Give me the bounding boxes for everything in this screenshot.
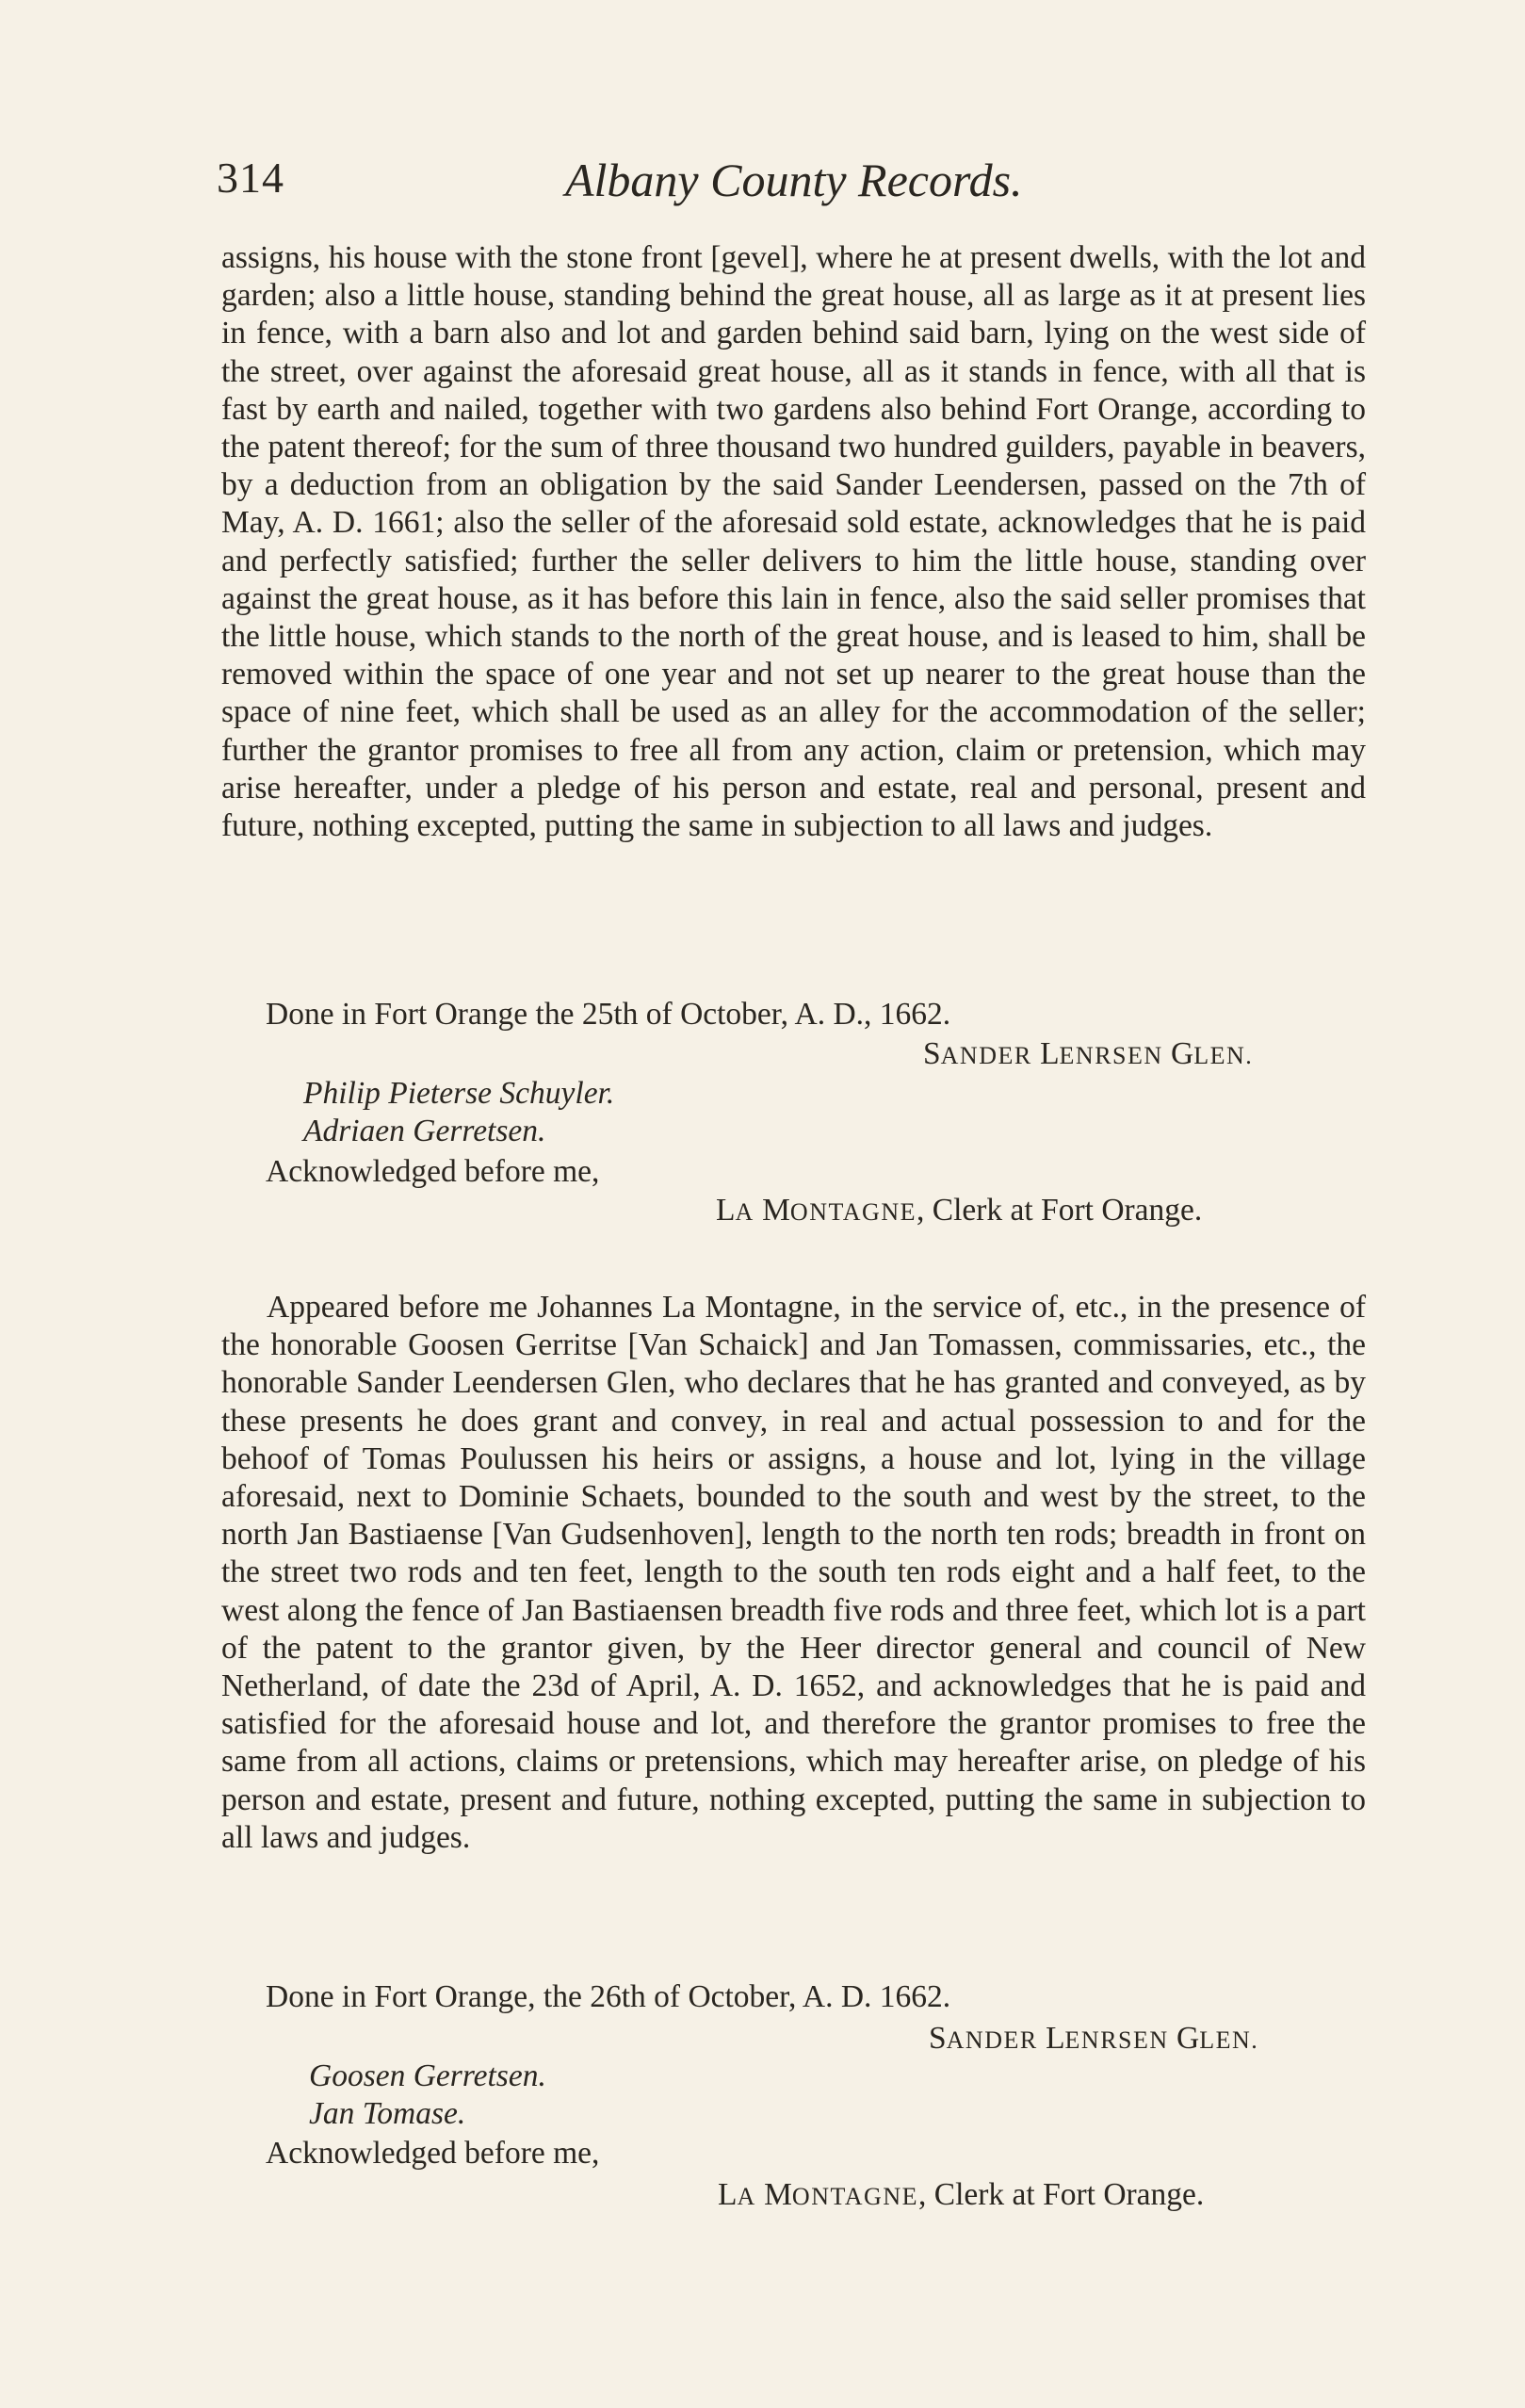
sig-first-initial: S [929,2021,947,2056]
deed-2-grantor-signature [929,2020,1258,2059]
deed-2-done-line: Done in Fort Orange, the 26th of October, A. D. 1662. [266,1979,951,2014]
deed-2-acknowledged: Acknowledged before me, [266,2136,600,2171]
deed-1-done-line: Done in Fort Orange the 25th of October, A. D., 1662. [266,997,951,1032]
deed-1-grantor-signature [923,1035,1253,1075]
deed-1-acknowledged: Acknowledged before me, [266,1154,600,1189]
clerk-la-rest: A [737,2183,756,2210]
clerk-m-initial: M [764,2177,792,2212]
page-number: 314 [217,154,284,202]
deed-2-witness: Jan Tomase. [309,2096,466,2131]
deed-1-clerk-signature [716,1192,1202,1231]
sig-last-rest: LEN. [1199,2026,1259,2054]
deed-2-clerk-signature [718,2176,1204,2216]
sig-first-rest: ANDER [940,1042,1032,1069]
sig-middle-initial: L [1040,1036,1060,1071]
clerk-la-initial: L [716,1193,736,1228]
sig-first-initial: S [923,1036,941,1071]
clerk-la-initial: L [718,2177,738,2212]
sig-first-rest: ANDER [946,2026,1038,2054]
clerk-m-rest: ONTAGNE [791,2183,918,2210]
sig-middle-rest: ENRSEN [1059,1042,1163,1069]
clerk-la-rest: A [735,1198,754,1226]
clerk-m-rest: ONTAGNE [789,1198,917,1226]
sig-last-initial: G [1171,1036,1194,1071]
clerk-m-initial: M [762,1193,790,1228]
clerk-title: , Clerk at Fort Orange. [918,2177,1205,2212]
sig-middle-initial: L [1046,2021,1065,2056]
page-header [217,141,1375,217]
deed-2-body: Appeared before me Johannes La Montagne, in the service of, etc., in the presence of the honorable Goosen Gerritse [Van Schaick] and Jan Tomassen, commissaries, etc., the honorable Sander Leendersen Glen, who declares that he has granted and conveyed, as by these presents he does grant and convey, in real and actual possession to and for the behoof of Tomas Poulussen his heirs or assigns, a house and lot, lying in the village aforesaid, next to Dominie Schaets, bounded to the south and west by the street, to the north Jan Bastiaense [Van Gudsenhoven], length to the north ten rods; breadth in front on the street two rods and ten feet, length to the south ten rods eight and a half feet, to the west along the fence of Jan Bastiaensen breadth five rods and three feet, which lot is a part of the patent to the grantor given, by the Heer director general and council of New Netherland, of date the 23d of April, A. D. 1652, and acknowledges that he is paid and satisfied for the aforesaid house and lot, and therefore the grantor promises to free the same from all actions, claims or pretensions, which may hereafter arise, on pledge of his person and estate, present and future, nothing excepted, putting the same in subjection to all laws and judges. [221,1290,1366,1855]
running-head: Albany County Records. [565,154,1023,206]
sig-last-rest: LEN. [1193,1042,1254,1069]
deed-1-body: assigns, his house with the stone front [gevel], where he at present dwells, with the lot and garden; also a little house, standing behind the great house, all as large as it at present lies in fence, with a barn also and lot and garden behind said barn, lying on the west side of the street, over against the aforesaid great house, all as it stands in fence, with all that is fast by earth and nailed, together with two gardens also behind Fort Orange, according to the patent thereof; for the sum of three thousand two hundred guilders, payable in beavers, by a deduction from an obligation by the said Sander Leendersen, passed on the 7th of May, A. D. 1661; also the seller of the aforesaid sold estate, acknowledges that he is paid and perfectly satisfied; further the seller delivers to him the little house, standing over against the great house, as it has before this lain in fence, also the said seller promises that the little house, which stands to the north of the great house, and is leased to him, shall be removed within the space of one year and not set up nearer to the great house than the space of nine feet, which shall be used as an alley for the accommodation of the seller; further the grantor promises to free all from any action, claim or pretension, which may arise hereafter, under a pledge of his person and estate, real and personal, present and future, nothing excepted, putting the same in subjection to all laws and judges. [221,240,1366,844]
deed-2-witness: Goosen Gerretsen. [309,2058,546,2093]
sig-middle-rest: ENRSEN [1064,2026,1169,2054]
deed-1-witness: Adriaen Gerretsen. [303,1114,546,1148]
clerk-title: , Clerk at Fort Orange. [917,1193,1203,1228]
deed-1-witness: Philip Pieterse Schuyler. [303,1076,615,1111]
sig-last-initial: G [1176,2021,1200,2056]
